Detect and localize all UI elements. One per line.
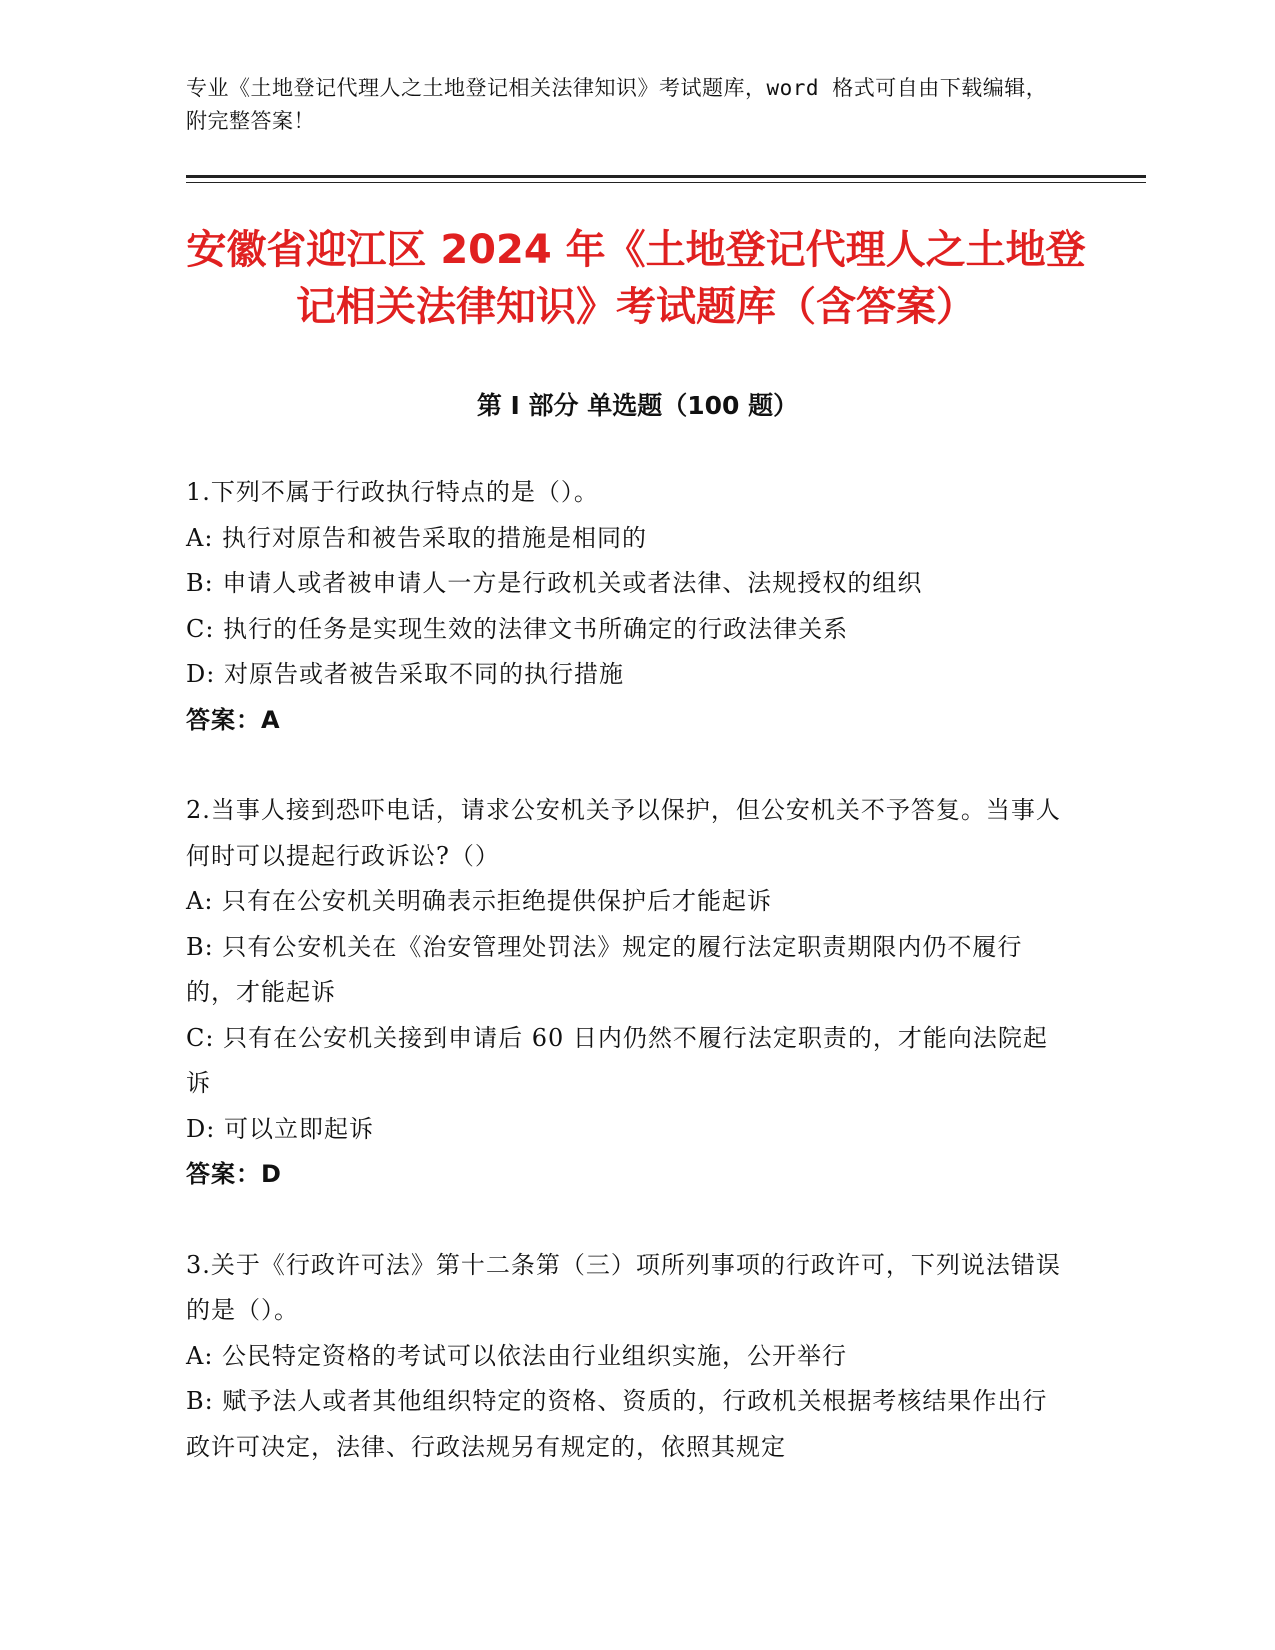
header-divider-thin [186, 182, 1146, 183]
option-b: B: 只有公安机关在《治安管理处罚法》规定的履行法定职责期限内仍不履行的，才能起诉 [186, 932, 1023, 1006]
answer: 答案：A [186, 705, 281, 734]
question-stem: 2.当事人接到恐吓电话，请求公安机关予以保护，但公安机关不予答复。当事人何时可以提起行政诉讼?（） [186, 796, 1061, 870]
option-b: B: 赋予法人或者其他组织特定的资格、资质的，行政机关根据考核结果作出行政许可决定，法律、行政法规另有规定的，依照其规定 [186, 1387, 1048, 1461]
option-a: A: 只有在公安机关明确表示拒绝提供保护后才能起诉 [186, 887, 773, 915]
question-stem: 3.关于《行政许可法》第十二条第（三）项所列事项的行政许可，下列说法错误的是（）。 [186, 1250, 1061, 1324]
question-list [186, 470, 1066, 1515]
option-c: C: 只有在公安机关接到申请后 60 日内仍然不履行法定职责的，才能向法院起诉 [186, 1023, 1048, 1097]
option-d: D: 可以立即起诉 [186, 1114, 374, 1143]
option-a: A: 公民特定资格的考试可以依法由行业组织实施，公开举行 [186, 1341, 848, 1370]
option-d: D: 对原告或者被告采取不同的执行措施 [186, 660, 624, 688]
question-2 [186, 788, 1066, 1198]
document-title: 安徽省迎江区 2024 年《土地登记代理人之土地登记相关法律知识》考试题库（含答案） [186, 227, 1086, 330]
header-divider-thick [186, 175, 1146, 178]
header-note: 专业《土地登记代理人之土地登记相关法律知识》考试题库，word 格式可自由下载编辑，附完整答案！ [186, 76, 1048, 133]
option-a: A: 执行对原告和被告采取的措施是相同的 [186, 523, 648, 552]
section-title: 第 I 部分 单选题（100 题） [476, 391, 799, 420]
question-3 [186, 1243, 1066, 1471]
option-c: C: 执行的任务是实现生效的法律文书所确定的行政法律关系 [186, 614, 849, 643]
question-1 [186, 470, 1066, 743]
answer: 答案：D [186, 1160, 282, 1188]
question-stem: 1.下列不属于行政执行特点的是（）。 [186, 478, 599, 506]
option-b: B: 申请人或者被申请人一方是行政机关或者法律、法规授权的组织 [186, 569, 923, 597]
